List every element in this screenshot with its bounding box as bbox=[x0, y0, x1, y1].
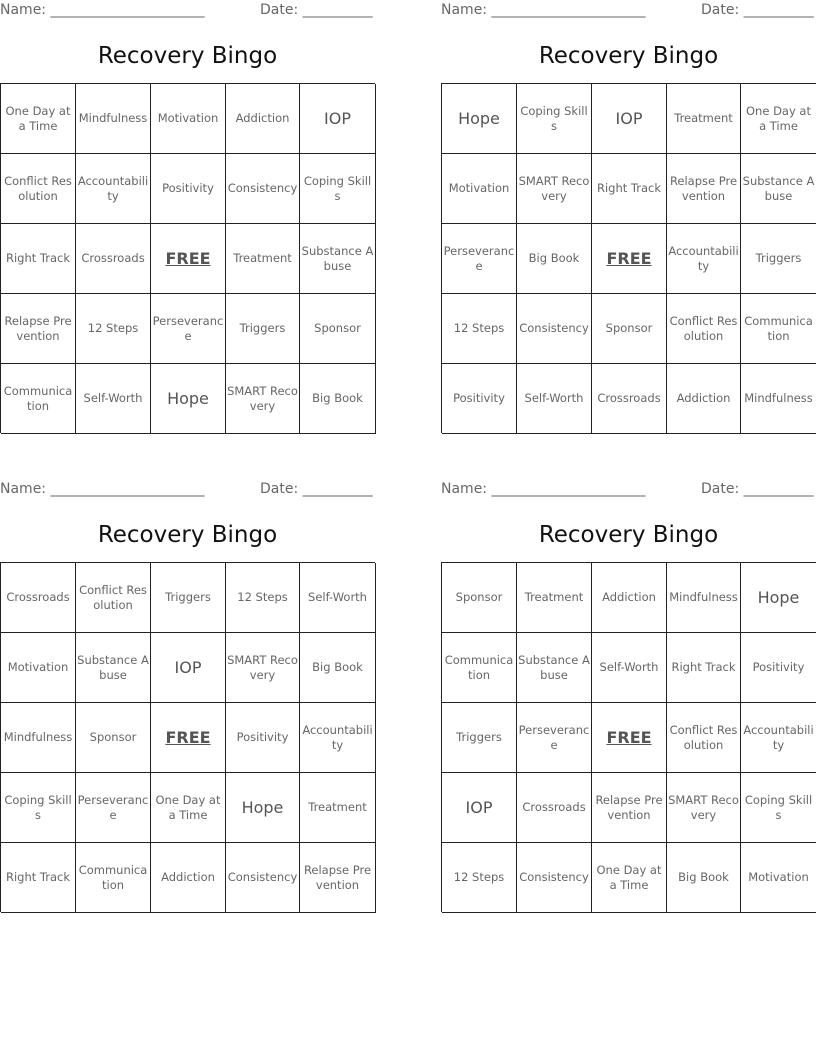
bingo-cell: Sponsor bbox=[592, 294, 667, 364]
free-space: FREE bbox=[592, 703, 667, 773]
bingo-cell: Communication bbox=[76, 843, 151, 913]
card-header bbox=[0, 479, 375, 501]
bingo-cell: Communication bbox=[741, 294, 816, 364]
bingo-card-3 bbox=[0, 479, 375, 892]
bingo-cell: Relapse Prevention bbox=[300, 843, 376, 913]
bingo-cell: Relapse Prevention bbox=[667, 154, 741, 224]
bingo-cell: SMART Recovery bbox=[667, 773, 741, 843]
bingo-cell: Crossroads bbox=[76, 224, 151, 294]
bingo-cell: Hope bbox=[442, 84, 517, 154]
bingo-cell: Relapse Prevention bbox=[1, 294, 76, 364]
free-space: FREE bbox=[151, 703, 226, 773]
bingo-cell: One Day at a Time bbox=[151, 773, 226, 843]
bingo-cell: IOP bbox=[300, 84, 376, 154]
bingo-cell: Self-Worth bbox=[300, 563, 376, 633]
bingo-cell: Addiction bbox=[226, 84, 300, 154]
bingo-cell: Sponsor bbox=[300, 294, 376, 364]
date-field-label: Date: __________ bbox=[260, 481, 373, 497]
bingo-cell: Self-Worth bbox=[592, 633, 667, 703]
bingo-cell: Perseverance bbox=[151, 294, 226, 364]
bingo-cell: Conflict Resolution bbox=[76, 563, 151, 633]
bingo-cell: Treatment bbox=[667, 84, 741, 154]
bingo-cell: IOP bbox=[442, 773, 517, 843]
bingo-cell: SMART Recovery bbox=[517, 154, 592, 224]
bingo-cell: Perseverance bbox=[76, 773, 151, 843]
bingo-cell: Motivation bbox=[442, 154, 517, 224]
bingo-cell: 12 Steps bbox=[442, 294, 517, 364]
bingo-cell: Coping Skills bbox=[741, 773, 816, 843]
bingo-card-2 bbox=[441, 0, 816, 405]
bingo-cell: Treatment bbox=[517, 563, 592, 633]
bingo-cell: Conflict Resolution bbox=[1, 154, 76, 224]
bingo-cell: Right Track bbox=[667, 633, 741, 703]
bingo-cell: Conflict Resolution bbox=[667, 294, 741, 364]
bingo-cell: Accountability bbox=[741, 703, 816, 773]
bingo-cell: Addiction bbox=[151, 843, 226, 913]
bingo-cell: Right Track bbox=[1, 843, 76, 913]
card-title: Recovery Bingo bbox=[538, 43, 719, 69]
bingo-cell: Consistency bbox=[517, 294, 592, 364]
bingo-cell: Big Book bbox=[517, 224, 592, 294]
bingo-grid bbox=[441, 83, 816, 433]
card-title: Recovery Bingo bbox=[538, 522, 719, 548]
bingo-cell: Conflict Resolution bbox=[667, 703, 741, 773]
bingo-cell: Coping Skills bbox=[300, 154, 376, 224]
bingo-cell: Consistency bbox=[226, 154, 300, 224]
bingo-cell: Right Track bbox=[592, 154, 667, 224]
bingo-card-4 bbox=[441, 479, 816, 892]
bingo-cell: Mindfulness bbox=[667, 563, 741, 633]
bingo-cell: Triggers bbox=[226, 294, 300, 364]
date-field-label: Date: __________ bbox=[260, 2, 373, 18]
bingo-cell: Communication bbox=[442, 633, 517, 703]
card-header bbox=[441, 479, 816, 501]
bingo-cell: SMART Recovery bbox=[226, 364, 300, 434]
bingo-cell: Mindfulness bbox=[741, 364, 816, 434]
bingo-cell: One Day at a Time bbox=[741, 84, 816, 154]
date-field-label: Date: __________ bbox=[701, 481, 814, 497]
bingo-cell: Big Book bbox=[300, 633, 376, 703]
bingo-grid bbox=[441, 562, 816, 912]
bingo-cell: Sponsor bbox=[76, 703, 151, 773]
bingo-cell: Positivity bbox=[442, 364, 517, 434]
bingo-grid bbox=[0, 83, 375, 433]
card-header bbox=[441, 0, 816, 22]
bingo-cell: IOP bbox=[592, 84, 667, 154]
bingo-cell: Self-Worth bbox=[76, 364, 151, 434]
bingo-cell: Crossroads bbox=[517, 773, 592, 843]
bingo-cell: Mindfulness bbox=[76, 84, 151, 154]
bingo-cell: One Day at a Time bbox=[1, 84, 76, 154]
bingo-cell: Triggers bbox=[442, 703, 517, 773]
bingo-cell: Substance Abuse bbox=[517, 633, 592, 703]
bingo-cell: Relapse Prevention bbox=[592, 773, 667, 843]
bingo-cell: Coping Skills bbox=[517, 84, 592, 154]
bingo-grid bbox=[0, 562, 375, 912]
bingo-cell: Communication bbox=[1, 364, 76, 434]
bingo-cell: Triggers bbox=[151, 563, 226, 633]
name-field-label: Name: ______________________ bbox=[0, 481, 205, 497]
bingo-cell: Positivity bbox=[226, 703, 300, 773]
card-header bbox=[0, 0, 375, 22]
bingo-cell: SMART Recovery bbox=[226, 633, 300, 703]
bingo-cell: Treatment bbox=[226, 224, 300, 294]
bingo-cell: Motivation bbox=[151, 84, 226, 154]
bingo-cell: Crossroads bbox=[592, 364, 667, 434]
bingo-cell: Treatment bbox=[300, 773, 376, 843]
bingo-cell: 12 Steps bbox=[442, 843, 517, 913]
bingo-cell: IOP bbox=[151, 633, 226, 703]
bingo-cell: Accountability bbox=[667, 224, 741, 294]
bingo-cell: Sponsor bbox=[442, 563, 517, 633]
bingo-cell: Hope bbox=[741, 563, 816, 633]
bingo-cell: Positivity bbox=[741, 633, 816, 703]
bingo-cell: Accountability bbox=[76, 154, 151, 224]
bingo-cell: Consistency bbox=[517, 843, 592, 913]
bingo-cell: Big Book bbox=[667, 843, 741, 913]
free-space: FREE bbox=[592, 224, 667, 294]
bingo-cell: Accountability bbox=[300, 703, 376, 773]
date-field-label: Date: __________ bbox=[701, 2, 814, 18]
card-title: Recovery Bingo bbox=[97, 43, 278, 69]
bingo-cell: Positivity bbox=[151, 154, 226, 224]
bingo-cell: Perseverance bbox=[442, 224, 517, 294]
card-title: Recovery Bingo bbox=[97, 522, 278, 548]
name-field-label: Name: ______________________ bbox=[441, 2, 646, 18]
bingo-cell: Self-Worth bbox=[517, 364, 592, 434]
bingo-cell: One Day at a Time bbox=[592, 843, 667, 913]
bingo-cell: Substance Abuse bbox=[300, 224, 376, 294]
name-field-label: Name: ______________________ bbox=[441, 481, 646, 497]
bingo-cell: Hope bbox=[151, 364, 226, 434]
bingo-cell: Consistency bbox=[226, 843, 300, 913]
bingo-cell: Right Track bbox=[1, 224, 76, 294]
bingo-cell: 12 Steps bbox=[76, 294, 151, 364]
bingo-cell: 12 Steps bbox=[226, 563, 300, 633]
bingo-cell: Mindfulness bbox=[1, 703, 76, 773]
bingo-cell: Big Book bbox=[300, 364, 376, 434]
bingo-cell: Substance Abuse bbox=[741, 154, 816, 224]
bingo-cell: Perseverance bbox=[517, 703, 592, 773]
bingo-cell: Triggers bbox=[741, 224, 816, 294]
bingo-cell: Motivation bbox=[1, 633, 76, 703]
bingo-cell: Motivation bbox=[741, 843, 816, 913]
bingo-cell: Crossroads bbox=[1, 563, 76, 633]
bingo-card-1 bbox=[0, 0, 375, 413]
free-space: FREE bbox=[151, 224, 226, 294]
bingo-cell: Substance Abuse bbox=[76, 633, 151, 703]
bingo-cell: Addiction bbox=[592, 563, 667, 633]
bingo-cell: Addiction bbox=[667, 364, 741, 434]
bingo-cell: Hope bbox=[226, 773, 300, 843]
bingo-cell: Coping Skills bbox=[1, 773, 76, 843]
name-field-label: Name: ______________________ bbox=[0, 2, 205, 18]
